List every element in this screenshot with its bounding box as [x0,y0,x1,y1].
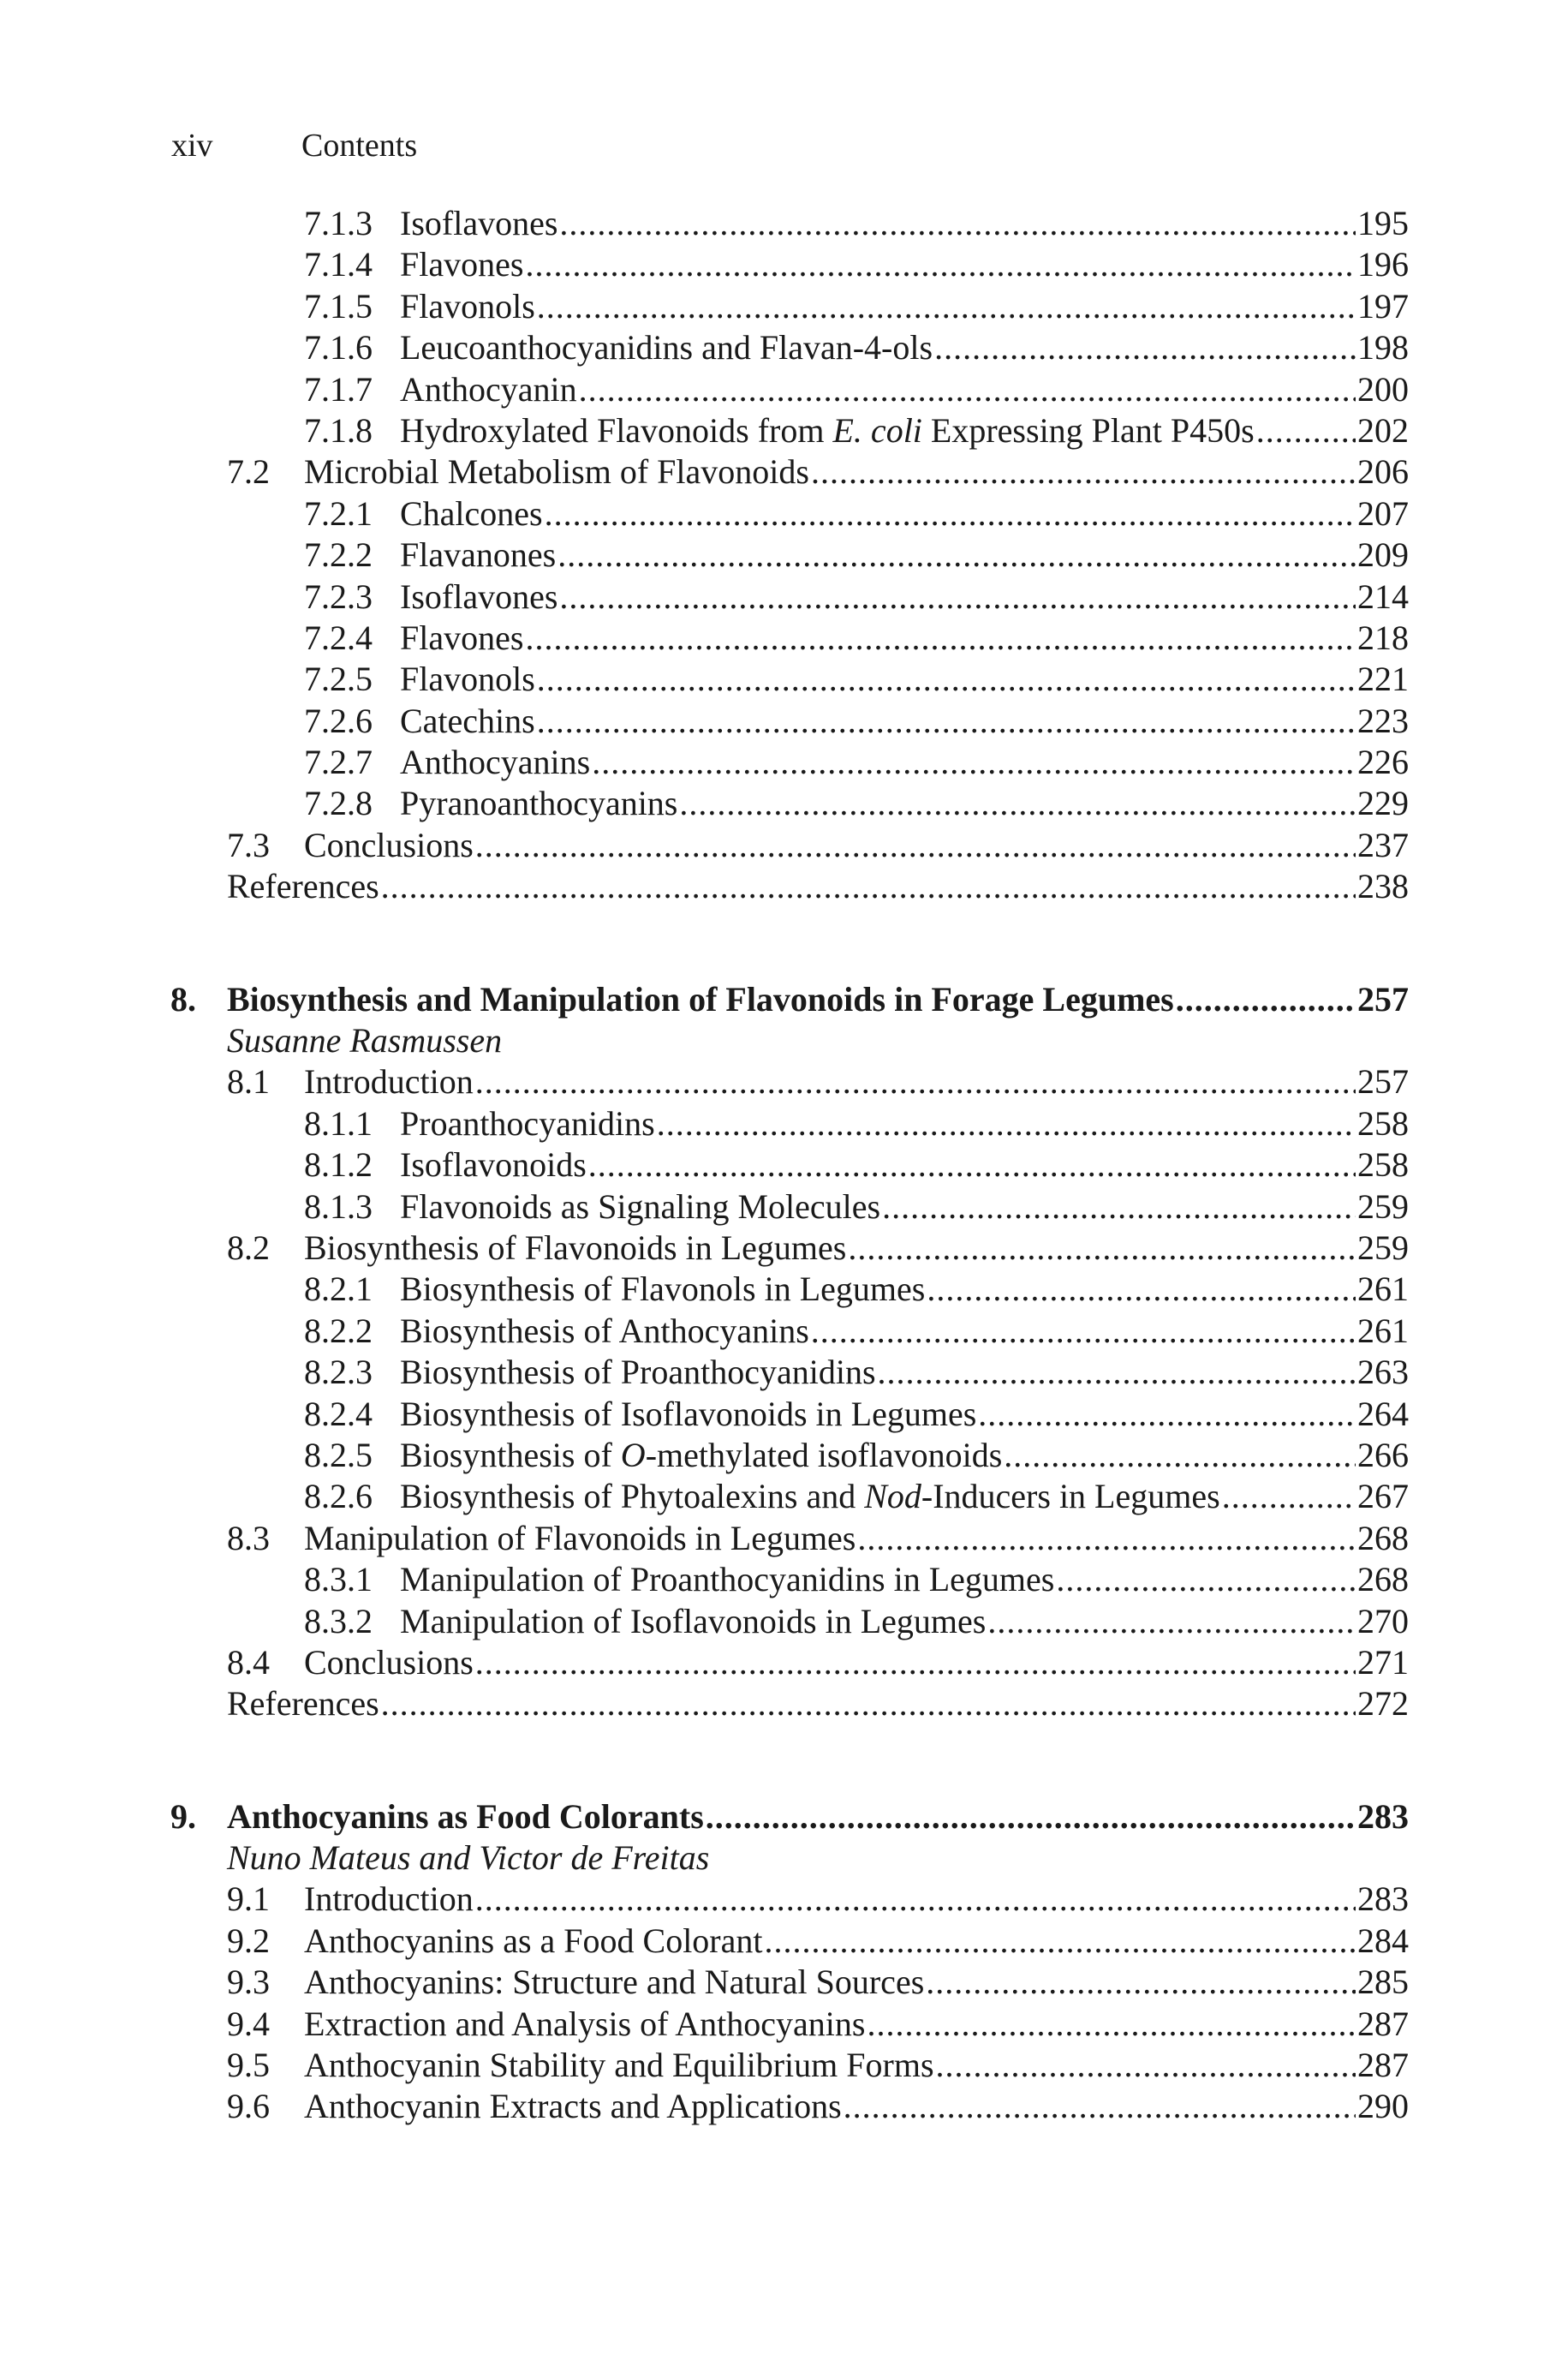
toc-entry-title-italic: Nod [864,1477,921,1516]
toc-entry-page: 237 [1357,825,1409,864]
toc-entry-title: References [227,867,379,906]
toc-entry-number: 8.3 [227,1518,270,1557]
toc-entry-title: Isoflavones [400,204,558,242]
toc-entry-title: Anthocyanins as a Food Colorant [304,1921,763,1960]
dot-leader [679,783,1356,824]
toc-entry[interactable] [227,1518,1409,1559]
dot-leader [1056,1559,1356,1600]
toc-entry[interactable] [227,1476,1409,1517]
toc-entry[interactable] [227,203,1409,244]
toc-entry[interactable] [227,2004,1409,2045]
toc-entry[interactable] [227,1061,1409,1102]
toc-entry-title: Anthocyanins [400,743,591,782]
toc-entry-title [400,410,1255,451]
dot-leader [537,659,1356,700]
dot-leader [1222,1476,1356,1517]
dot-leader [381,1683,1356,1724]
toc-entry-number: 8.3.2 [304,1601,373,1640]
toc-entry-page: 261 [1357,1270,1409,1309]
toc-entry-title: Flavones [400,618,524,657]
toc-entry-title-part: Biosynthesis of [400,1435,621,1474]
toc-entry-page: 259 [1357,1228,1409,1267]
toc-entry-page: 268 [1357,1518,1409,1557]
toc-entry-number: 7.1.4 [304,245,373,284]
toc-entry-number: 7.3 [227,825,270,864]
dot-leader [537,701,1356,742]
dot-leader [1176,979,1356,1020]
toc-entry[interactable] [227,1921,1409,1962]
toc-entry-page: 266 [1357,1435,1409,1474]
dot-leader [978,1394,1356,1435]
dot-leader [559,203,1356,244]
toc-entry-title [400,1476,1220,1517]
toc-entry-number: 7.1.6 [304,328,373,367]
toc-entry-number: 7.2.7 [304,743,373,782]
toc-entry[interactable] [227,1559,1409,1600]
toc-entry[interactable] [227,451,1409,493]
toc-entry[interactable] [227,327,1409,368]
chapter-author: Nuno Mateus and Victor de Freitas [227,1838,710,1878]
toc-entry-page: 268 [1357,1560,1409,1599]
toc-entry-title: Pyranoanthocyanins [400,784,678,823]
toc-entry[interactable] [227,577,1409,618]
dot-leader [936,2045,1356,2086]
toc-entry-number: 7.2.2 [304,535,373,575]
dot-leader [559,577,1356,618]
toc-entry-title: Anthocyanin Stability and Equilibrium Forms [304,2046,934,2085]
toc-entry-page: 261 [1357,1311,1409,1350]
toc-entry-number: 7.2.5 [304,660,373,699]
toc-entry[interactable] [227,244,1409,285]
toc-entry-title: Biosynthesis of Flavonoids in Legumes [304,1228,847,1267]
toc-entry-title: Flavonols [400,286,535,326]
toc-entry-number: 8.1.2 [304,1145,373,1185]
chapter-author: Susanne Rasmussen [227,1021,503,1061]
toc-entry[interactable] [227,1683,1409,1724]
toc-entry-page: 207 [1357,493,1409,533]
dot-leader [848,1228,1356,1269]
toc-entry-number: 7.1.8 [304,410,373,450]
toc-entry-title: Manipulation of Isoflavonoids in Legumes [400,1601,987,1640]
toc-entry[interactable] [227,535,1409,576]
toc-entry-page: 283 [1357,1796,1409,1836]
toc-entry-number: 8.2.3 [304,1353,373,1392]
toc-entry-title: References [227,1684,379,1724]
toc-entry-page: 290 [1357,2087,1409,2126]
dot-leader [926,1962,1356,2003]
toc-entry-title: Anthocyanins: Structure and Natural Sources [304,1963,925,2002]
dot-leader [557,535,1356,576]
toc-entry[interactable] [227,410,1409,451]
toc-entry-title-italic: E. coli [832,410,922,450]
dot-leader [381,866,1356,907]
dot-leader [657,1103,1356,1144]
toc-chapter-entry[interactable] [170,979,1409,1020]
dot-leader [525,244,1356,285]
toc-entry-page: 195 [1357,204,1409,242]
toc-entry-page: 272 [1357,1684,1409,1724]
toc-entry-number: 8.2.4 [304,1394,373,1433]
toc-entry-title-part: -Inducers in Legumes [921,1477,1220,1516]
toc-entry-page: 226 [1357,743,1409,782]
toc-entry-page: 267 [1357,1477,1409,1516]
toc-entry-title-part: Hydroxylated Flavonoids from [400,410,833,450]
dot-leader [927,1269,1356,1310]
toc-entry[interactable] [227,618,1409,659]
toc-entry-number: 7.1.3 [304,204,373,242]
toc-entry-title: Catechins [400,701,535,740]
running-head-title: Contents [301,128,418,164]
dot-leader [1256,410,1356,451]
toc-entry-number: 9.3 [227,1963,270,2002]
table-of-contents [170,203,1409,2128]
toc-entry-number: 8.1.3 [304,1186,373,1226]
toc-entry-number: 7.2.1 [304,493,373,533]
toc-entry-page: 223 [1357,701,1409,740]
toc-entry-page: 202 [1357,410,1409,450]
toc-entry-number: 9.1 [227,1879,270,1919]
dot-leader [811,451,1356,493]
toc-entry-page: 198 [1357,328,1409,367]
dot-leader [579,369,1356,410]
toc-entry-number: 7.2.6 [304,701,373,740]
dot-leader [878,1352,1356,1393]
toc-entry[interactable] [227,1186,1409,1228]
toc-entry-title: Anthocyanin Extracts and Applications [304,2087,842,2126]
toc-entry[interactable] [227,286,1409,327]
dot-leader [934,327,1356,368]
toc-entry[interactable] [227,1601,1409,1642]
toc-entry-title: Flavones [400,245,524,284]
toc-entry-number: 8. [170,979,196,1019]
toc-entry-title: Flavonols [400,660,535,699]
toc-entry-title: Biosynthesis of Flavonols in Legumes [400,1270,926,1309]
dot-leader [545,493,1356,535]
toc-entry-number: 8.2 [227,1228,270,1267]
toc-entry-page: 200 [1357,369,1409,409]
dot-leader [867,2004,1356,2045]
toc-entry[interactable] [227,783,1409,824]
toc-entry-number: 9.4 [227,2004,270,2043]
toc-entry[interactable] [227,1962,1409,2003]
toc-entry[interactable] [227,1642,1409,1683]
toc-entry-page: 258 [1357,1103,1409,1143]
page-folio: xiv [171,128,213,164]
toc-entry-page: 271 [1357,1642,1409,1682]
dot-leader [475,1642,1356,1683]
toc-entry-number: 8.4 [227,1642,270,1682]
toc-entry-title: Introduction [304,1062,474,1102]
toc-entry-number: 7.1.5 [304,286,373,326]
section-gap [227,1725,1409,1796]
toc-entry-page: 218 [1357,618,1409,657]
dot-leader [525,618,1356,659]
toc-entry[interactable] [227,2045,1409,2086]
toc-entry[interactable] [227,1394,1409,1435]
toc-entry-title: Flavanones [400,535,557,575]
dot-leader [537,286,1356,327]
toc-entry-page: 287 [1357,2004,1409,2043]
toc-entry-page: 284 [1357,1921,1409,1960]
toc-entry-title: Conclusions [304,1642,474,1682]
toc-entry-number: 7.2 [227,452,270,492]
toc-entry-page: 257 [1357,979,1409,1019]
toc-entry-number: 7.1.7 [304,369,373,409]
toc-entry-number: 8.2.6 [304,1477,373,1516]
toc-entry-page: 285 [1357,1963,1409,2002]
toc-entry-page: 270 [1357,1601,1409,1640]
dot-leader [592,742,1356,783]
toc-entry[interactable] [227,866,1409,907]
toc-entry-title: Isoflavonoids [400,1145,587,1185]
dot-leader [475,1879,1356,1920]
toc-entry[interactable] [227,701,1409,742]
toc-entry-title: Isoflavones [400,577,558,616]
toc-entry-page: 258 [1357,1145,1409,1185]
toc-chapter-entry[interactable] [170,1796,1409,1837]
toc-entry[interactable] [227,1311,1409,1352]
toc-entry-title: Chalcones [400,493,543,533]
toc-entry[interactable] [227,1435,1409,1476]
toc-entry-title-part: -methylated isoflavonoids [645,1435,1003,1474]
toc-entry-title: Extraction and Analysis of Anthocyanins [304,2004,866,2043]
toc-entry-page: 197 [1357,286,1409,326]
toc-entry-number: 7.2.8 [304,784,373,823]
toc-entry-page: 214 [1357,577,1409,616]
running-head [171,127,417,164]
toc-entry-title-part: Biosynthesis of Phytoalexins and [400,1477,865,1516]
toc-entry[interactable] [227,1879,1409,1920]
toc-entry-title [400,1435,1002,1476]
toc-entry-page: 283 [1357,1879,1409,1919]
toc-entry-title: Anthocyanins as Food Colorants [227,1796,704,1836]
dot-leader [475,1061,1356,1102]
toc-entry-number: 8.3.1 [304,1560,373,1599]
toc-entry-title: Flavonoids as Signaling Molecules [400,1186,881,1226]
dot-leader [987,1601,1356,1642]
dot-leader [857,1518,1356,1559]
toc-entry-page: 221 [1357,660,1409,699]
toc-entry-number: 9. [170,1796,196,1836]
toc-entry-number: 7.2.4 [304,618,373,657]
toc-entry[interactable] [227,1144,1409,1186]
toc-entry-page: 287 [1357,2046,1409,2085]
toc-entry-number: 8.2.1 [304,1270,373,1309]
toc-entry[interactable] [227,1269,1409,1310]
toc-entry-title: Biosynthesis and Manipulation of Flavonoids in Forage Legumes [227,979,1174,1019]
toc-entry-number: 8.1 [227,1062,270,1102]
toc-entry-page: 196 [1357,245,1409,284]
toc-entry[interactable] [227,1352,1409,1393]
toc-entry-page: 238 [1357,867,1409,906]
toc-entry-title: Anthocyanin [400,369,577,409]
toc-entry-title: Leucoanthocyanidins and Flavan-4-ols [400,328,933,367]
toc-entry[interactable] [227,369,1409,410]
toc-entry-title: Microbial Metabolism of Flavonoids [304,452,809,492]
dot-leader [811,1311,1356,1352]
dot-leader [475,825,1356,866]
dot-leader [765,1921,1356,1962]
dot-leader [844,2086,1356,2127]
dot-leader [1004,1435,1356,1476]
toc-entry-number: 9.5 [227,2046,270,2085]
toc-entry[interactable] [227,1103,1409,1144]
toc-entry-title: Manipulation of Flavonoids in Legumes [304,1518,856,1557]
toc-entry-page: 206 [1357,452,1409,492]
toc-entry-number: 8.2.5 [304,1435,373,1474]
toc-entry[interactable] [227,2086,1409,2127]
dot-leader [588,1144,1356,1186]
toc-entry-title: Proanthocyanidins [400,1103,655,1143]
toc-entry-page: 257 [1357,1062,1409,1102]
toc-entry-title: Introduction [304,1879,474,1919]
toc-entry-page: 209 [1357,535,1409,575]
toc-entry-number: 8.2.2 [304,1311,373,1350]
toc-entry-title: Biosynthesis of Isoflavonoids in Legumes [400,1394,977,1433]
toc-entry[interactable] [227,1228,1409,1269]
toc-entry[interactable] [227,742,1409,783]
dot-leader [882,1186,1356,1228]
toc-entry-title: Manipulation of Proanthocyanidins in Legumes [400,1560,1055,1599]
toc-entry-title: Biosynthesis of Anthocyanins [400,1311,809,1350]
toc-entry-page: 229 [1357,784,1409,823]
toc-entry-number: 8.1.1 [304,1103,373,1143]
section-gap [227,908,1409,979]
toc-entry-page: 263 [1357,1353,1409,1392]
toc-entry-title-part: Expressing Plant P450s [921,410,1255,450]
toc-entry-number: 7.2.3 [304,577,373,616]
toc-entry-page: 259 [1357,1186,1409,1226]
dot-leader [706,1796,1356,1837]
toc-entry-title-italic: O [620,1435,646,1474]
toc-entry-page: 264 [1357,1394,1409,1433]
toc-entry-number: 9.6 [227,2087,270,2126]
toc-entry-title: Conclusions [304,825,474,864]
toc-entry-number: 9.2 [227,1921,270,1960]
toc-entry[interactable] [227,659,1409,700]
toc-entry[interactable] [227,493,1409,535]
toc-entry[interactable] [227,825,1409,866]
toc-entry-title: Biosynthesis of Proanthocyanidins [400,1353,876,1392]
